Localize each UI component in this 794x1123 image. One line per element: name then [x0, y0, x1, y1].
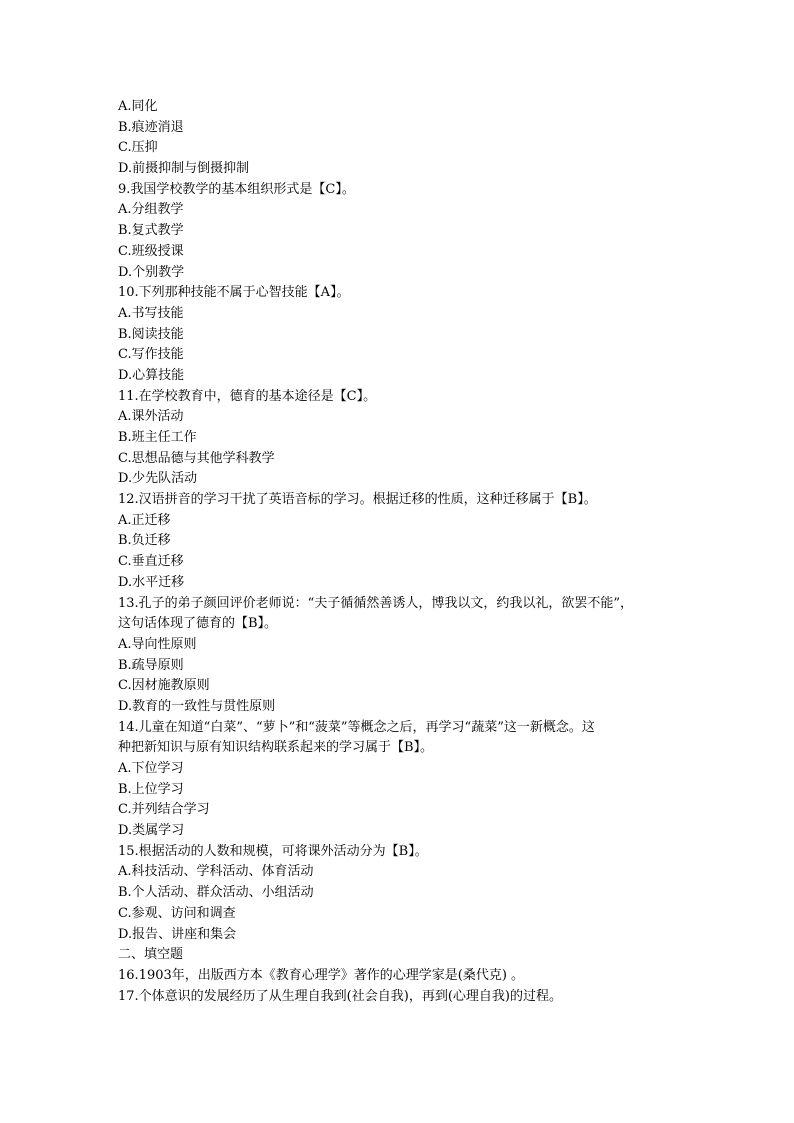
text-line: 17.个体意识的发展经历了从生理自我到(社会自我)，再到(心理自我)的过程。	[118, 988, 562, 1004]
text-line: C.参观、访问和调查	[118, 905, 236, 921]
text-line: C.垂直迁移	[118, 554, 184, 570]
document-body	[118, 97, 688, 1007]
text-line: A.书写技能	[118, 305, 184, 321]
text-line: C.班级授课	[118, 243, 184, 259]
text-line: A.正迁移	[118, 512, 171, 528]
text-line: 13.孔子的弟子颜回评价老师说：“夫子循循然善诱人，博我以文，约我以礼，欲罢不能”，	[118, 595, 633, 611]
text-line: A.导向性原则	[118, 636, 197, 652]
text-line: 11.在学校教育中，德育的基本途径是【C】。	[118, 388, 377, 404]
text-line: 这句话体现了德育的【B】。	[118, 616, 278, 632]
text-line: A.同化	[118, 99, 158, 114]
text-line: D.前摄抑制与倒摄抑制	[118, 161, 250, 177]
text-line: 种把新知识与原有知识结构联系起来的学习属于【B】。	[118, 740, 434, 756]
text-line: C.压抑	[118, 140, 158, 156]
text-line: B.疏导原则	[118, 657, 184, 673]
text-line: C.因材施教原则	[118, 678, 210, 694]
text-line: B.痕迹消退	[118, 119, 184, 135]
text-line: D.报告、讲座和集会	[118, 926, 237, 942]
text-line: D.少先队活动	[118, 471, 198, 487]
text-line: C.写作技能	[118, 347, 184, 363]
text-line: C.并列结合学习	[118, 802, 210, 818]
text-line: 9.我国学校教学的基本组织形式是【C】。	[118, 181, 355, 197]
text-line: 12.汉语拼音的学习干扰了英语音标的学习。根据迁移的性质，这种迁移属于【B】。	[118, 492, 597, 508]
text-line: A.分组教学	[118, 202, 184, 218]
text-line: D.心算技能	[118, 367, 185, 383]
text-line: A.课外活动	[118, 409, 184, 425]
text-line: 15.根据活动的人数和规模，可将课外活动分为【B】。	[118, 843, 428, 859]
text-line: 10.下列那种技能不属于心智技能【A】。	[118, 285, 350, 301]
text-line: A.下位学习	[118, 761, 184, 776]
text-line: D.水平迁移	[118, 574, 185, 590]
text-line: 二、填空题	[118, 947, 184, 963]
text-line: B.负迁移	[118, 533, 171, 549]
text-line: D.类属学习	[118, 823, 185, 839]
text-line: D.个别教学	[118, 264, 185, 280]
text-line: 16.1903年，出版西方本《教育心理学》著作的心理学家是(桑代克) 。	[118, 967, 525, 983]
text-line: B.上位学习	[118, 781, 184, 797]
text-line: C.思想品德与其他学科教学	[118, 450, 275, 466]
text-line: B.复式教学	[118, 223, 184, 239]
text-line: D.教育的一致性与贯性原则	[118, 698, 276, 714]
text-line: A.科技活动、学科活动、体育活动	[118, 864, 314, 880]
text-line: B.班主任工作	[118, 430, 197, 445]
text-line: 14.儿童在知道“白菜”、“萝卜”和“菠菜”等概念之后，再学习“蔬菜”这一新概念。这	[118, 719, 595, 735]
text-line: B.阅读技能	[118, 326, 184, 342]
text-line: B.个人活动、群众活动、小组活动	[118, 885, 314, 901]
